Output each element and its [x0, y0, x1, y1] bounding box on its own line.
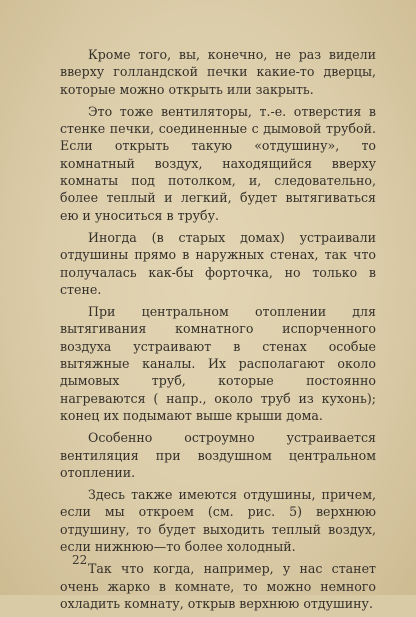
paragraph: Так что когда, например, у нас станет очень жарко в комнате, то можно немного охладить комнату, открыв верхнюю отдушину. [60, 561, 376, 611]
paragraph: Это тоже вентиляторы, т.-е. отверстия в стенке печки, соединенные с дымовой трубой. Если открыть такую «отдушину», то комнатный воздух, находящийся вверху комнаты под потолком, и, следовательно, более теплый и легкий, будет вытягиваться ею и уноситься в трубу. [60, 103, 376, 223]
paragraph: При центральном отоплении для вытягивания комнатного испорченного воздуха устраивают в стенах особые вытяжные каналы. Их располагают около дымовых труб, которые постоянно нагреваются ( напр., около труб из кухонь); конец их подымают выше крыши дома. [60, 304, 376, 423]
page-number: 22 [72, 553, 88, 567]
paragraph: Кроме того, вы, конечно, не раз видели вверху голландской печки какие-то дверцы, которые можно открыть или закрыть. [60, 47, 376, 97]
paragraph: Особенно остроумно устраивается вентиляция при воздушном центральном отоплении. [60, 430, 376, 480]
paragraph: Иногда (в старых домах) устраивали отдушины прямо в наружных стенах, так что получалась как-бы форточка, но только в стене. [60, 229, 376, 297]
paragraph: Здесь также имеются отдушины, причем, если мы откроем (см. рис. 5) верхнюю отдушину, то будет выходить теплый воздух, если нижнюю—то более холодный. [60, 487, 376, 555]
page-body-text [60, 46, 376, 617]
